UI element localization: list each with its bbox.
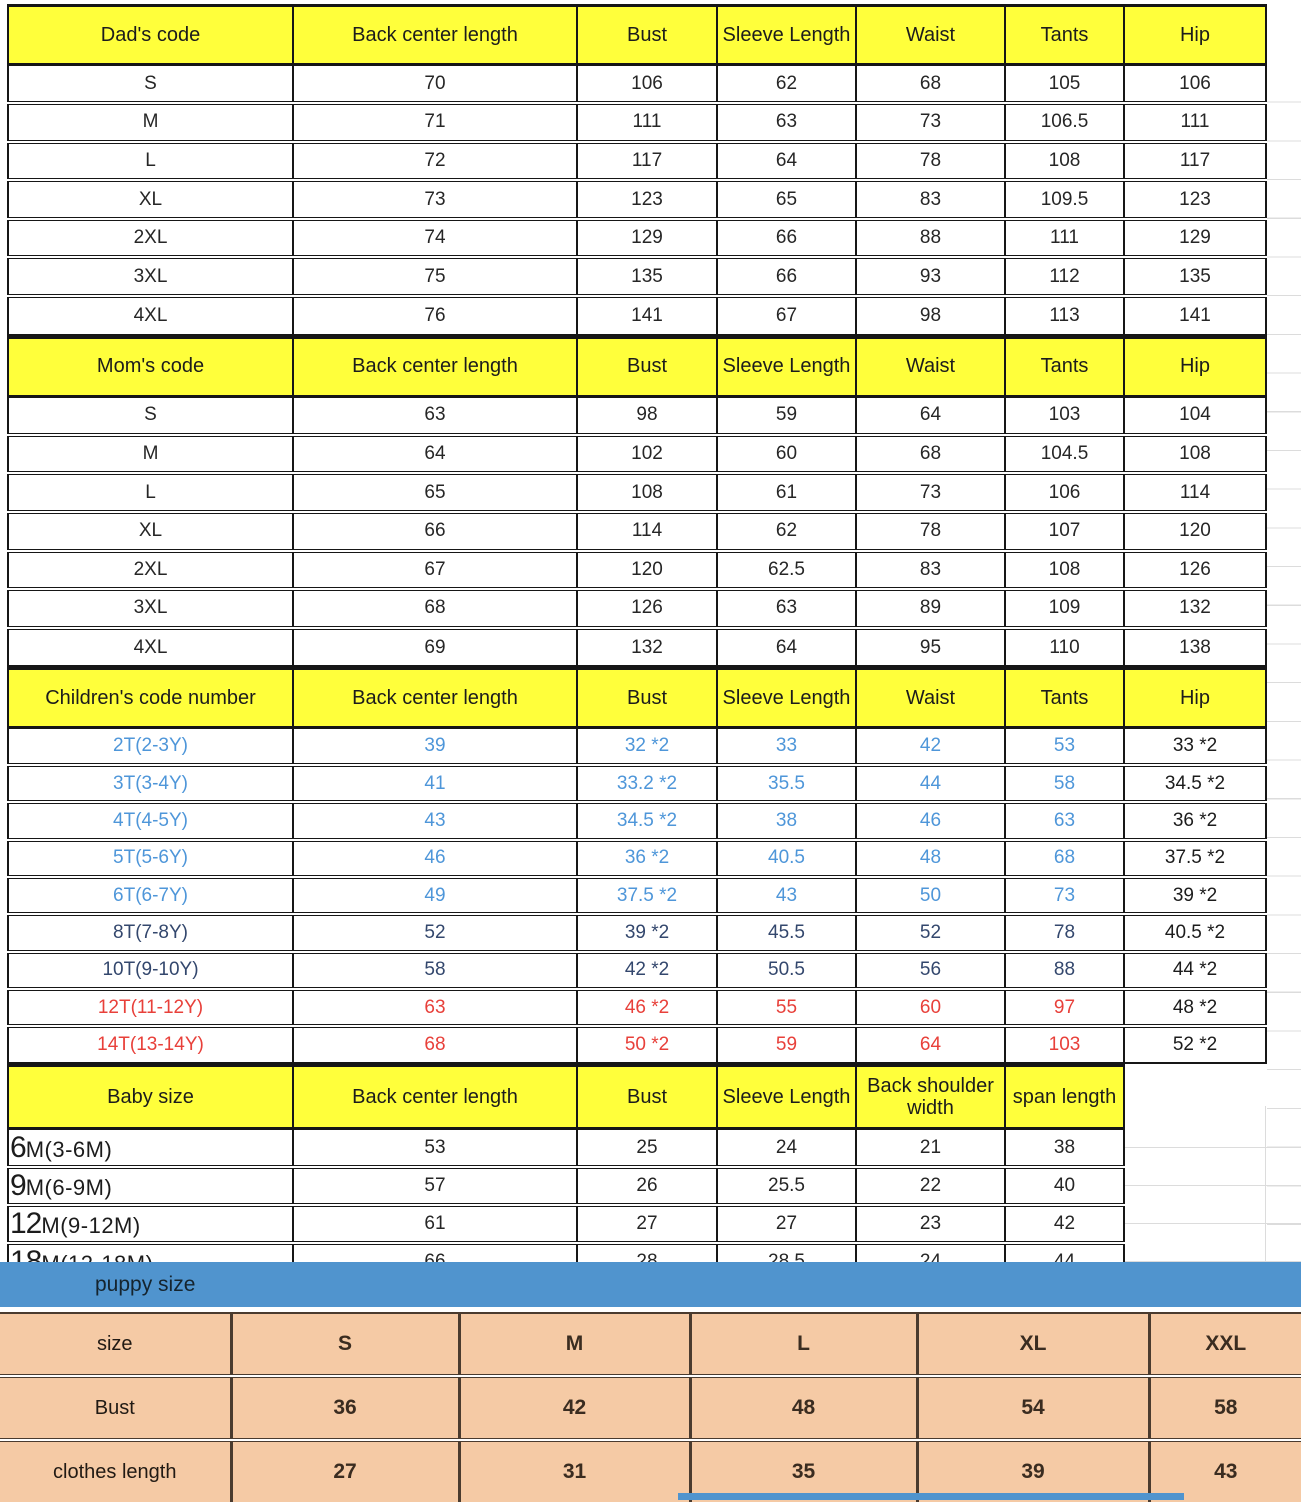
row-label: 9M(6-9M) xyxy=(8,1167,293,1205)
table-cell: 61 xyxy=(293,1205,577,1243)
table-cell: 34.5 *2 xyxy=(1124,765,1266,802)
table-cell: 53 xyxy=(293,1129,577,1167)
table-cell: 66 xyxy=(717,257,856,296)
table-cell: 39 xyxy=(917,1440,1149,1502)
table-row xyxy=(8,257,1266,296)
row-label: 5T(5-6Y) xyxy=(8,840,293,877)
table-cell: 31 xyxy=(459,1440,690,1502)
row-label: 6T(6-7Y) xyxy=(8,877,293,914)
table-cell: M xyxy=(459,1313,690,1376)
table-cell: 104 xyxy=(1124,396,1266,435)
spreadsheet-gridlines xyxy=(1125,1110,1301,1262)
table-cell: 111 xyxy=(1005,219,1124,258)
table-cell: 39 xyxy=(293,728,577,765)
table-row xyxy=(8,396,1266,435)
column-header: Sleeve Length xyxy=(717,1066,856,1129)
column-header: Waist xyxy=(856,669,1005,728)
column-header: Tants xyxy=(1005,669,1124,728)
table-cell: 75 xyxy=(293,257,577,296)
table-row xyxy=(8,473,1266,512)
table-row xyxy=(8,765,1266,802)
table-row xyxy=(0,1313,1301,1376)
table-cell: 108 xyxy=(1124,435,1266,474)
table-cell: 53 xyxy=(1005,728,1124,765)
table-cell: 89 xyxy=(856,589,1005,628)
table-cell: 63 xyxy=(293,989,577,1026)
row-label: 4XL xyxy=(8,296,293,335)
mom-size-table xyxy=(7,336,1267,668)
table-cell: 35 xyxy=(690,1440,917,1502)
table-cell: 61 xyxy=(717,473,856,512)
table-cell: 67 xyxy=(717,296,856,335)
table-cell: 64 xyxy=(717,142,856,181)
table-cell: 114 xyxy=(577,512,717,551)
table-row xyxy=(0,1376,1301,1440)
table-cell: 120 xyxy=(1124,512,1266,551)
baby-header-row xyxy=(8,1066,1124,1129)
table-cell: 88 xyxy=(856,219,1005,258)
table-cell: 41 xyxy=(293,765,577,802)
column-header: Hip xyxy=(1124,337,1266,396)
table-cell: 46 xyxy=(856,802,1005,839)
row-label: L xyxy=(8,142,293,181)
column-header: Back center length xyxy=(293,337,577,396)
table-cell: 129 xyxy=(1124,219,1266,258)
table-cell: 110 xyxy=(1005,628,1124,667)
children-header-row xyxy=(8,669,1266,728)
table-cell: 21 xyxy=(856,1129,1005,1167)
table-cell: 114 xyxy=(1124,473,1266,512)
table-row xyxy=(8,1026,1266,1063)
table-row xyxy=(8,728,1266,765)
row-label: 3T(3-4Y) xyxy=(8,765,293,802)
table-cell: 78 xyxy=(1005,914,1124,951)
table-cell: 98 xyxy=(856,296,1005,335)
row-label: M xyxy=(8,435,293,474)
table-cell: 103 xyxy=(1005,396,1124,435)
table-cell: 46 *2 xyxy=(577,989,717,1026)
row-label: 6M(3-6M) xyxy=(8,1129,293,1167)
table-cell: 108 xyxy=(1005,551,1124,590)
column-header: span length xyxy=(1005,1066,1124,1129)
spreadsheet-gridlines xyxy=(1267,64,1301,1262)
table-row xyxy=(8,802,1266,839)
table-row xyxy=(8,551,1266,590)
table-cell: 63 xyxy=(717,589,856,628)
spreadsheet-gridline xyxy=(1265,1106,1266,1262)
table-cell: 63 xyxy=(717,103,856,142)
column-header: Back shoulder width xyxy=(856,1066,1005,1129)
table-cell: 63 xyxy=(1005,802,1124,839)
row-label-big-digit: 9 xyxy=(10,1168,26,1202)
table-cell: 109.5 xyxy=(1005,180,1124,219)
table-cell: 98 xyxy=(577,396,717,435)
table-cell: 68 xyxy=(1005,840,1124,877)
size-chart xyxy=(7,4,1267,1282)
table-cell: 78 xyxy=(856,512,1005,551)
table-cell: 93 xyxy=(856,257,1005,296)
column-header: Bust xyxy=(577,6,717,65)
mom-section-title: Mom's code xyxy=(8,337,293,396)
table-cell: 103 xyxy=(1005,1026,1124,1063)
table-cell: 106 xyxy=(1124,65,1266,104)
table-cell: 24 xyxy=(717,1129,856,1167)
children-section-title: Children's code number xyxy=(8,669,293,728)
column-header: Bust xyxy=(577,669,717,728)
row-label: XL xyxy=(8,180,293,219)
table-cell: 60 xyxy=(856,989,1005,1026)
table-row xyxy=(8,512,1266,551)
table-cell: 26 xyxy=(577,1167,717,1205)
table-cell: 65 xyxy=(717,180,856,219)
column-header: Sleeve Length xyxy=(717,337,856,396)
table-cell: 42 xyxy=(1005,1205,1124,1243)
table-cell: 67 xyxy=(293,551,577,590)
table-cell: 39 *2 xyxy=(1124,877,1266,914)
table-cell: 37.5 *2 xyxy=(1124,840,1266,877)
column-header: Tants xyxy=(1005,6,1124,65)
table-cell: 126 xyxy=(577,589,717,628)
table-row xyxy=(8,103,1266,142)
table-cell: 57 xyxy=(293,1167,577,1205)
table-cell: 42 xyxy=(856,728,1005,765)
table-cell: 27 xyxy=(231,1440,459,1502)
table-row xyxy=(8,877,1266,914)
row-label: L xyxy=(8,473,293,512)
dad-size-table xyxy=(7,4,1267,336)
table-cell: 58 xyxy=(293,952,577,989)
table-cell: 64 xyxy=(717,628,856,667)
table-cell: 63 xyxy=(293,396,577,435)
table-cell: 62 xyxy=(717,512,856,551)
table-cell: 64 xyxy=(856,396,1005,435)
table-cell: 48 xyxy=(690,1376,917,1440)
baby-section-title: Baby size xyxy=(8,1066,293,1129)
dad-section-title: Dad's code xyxy=(8,6,293,65)
table-cell: 66 xyxy=(717,219,856,258)
table-cell: 72 xyxy=(293,142,577,181)
table-cell: 49 xyxy=(293,877,577,914)
row-label: 12T(11-12Y) xyxy=(8,989,293,1026)
column-header: Waist xyxy=(856,6,1005,65)
table-row xyxy=(8,142,1266,181)
row-label: 3XL xyxy=(8,257,293,296)
table-cell: L xyxy=(690,1313,917,1376)
row-label: 2XL xyxy=(8,219,293,258)
table-cell: 50 xyxy=(856,877,1005,914)
column-header: Sleeve Length xyxy=(717,6,856,65)
column-header: Back center length xyxy=(293,669,577,728)
table-cell: 88 xyxy=(1005,952,1124,989)
table-row xyxy=(8,1129,1124,1167)
table-row xyxy=(8,1167,1124,1205)
table-cell: 106.5 xyxy=(1005,103,1124,142)
row-label: 2XL xyxy=(8,551,293,590)
table-row xyxy=(8,914,1266,951)
table-row xyxy=(8,952,1266,989)
table-cell: 48 xyxy=(856,840,1005,877)
table-cell: 25.5 xyxy=(717,1167,856,1205)
table-cell: 76 xyxy=(293,296,577,335)
table-cell: 74 xyxy=(293,219,577,258)
table-cell: 39 *2 xyxy=(577,914,717,951)
table-cell: 66 xyxy=(293,512,577,551)
table-row xyxy=(8,180,1266,219)
table-cell: 40.5 *2 xyxy=(1124,914,1266,951)
column-header: Back center length xyxy=(293,1066,577,1129)
table-row xyxy=(8,296,1266,335)
table-cell: 38 xyxy=(717,802,856,839)
table-cell: 27 xyxy=(717,1205,856,1243)
row-label: 8T(7-8Y) xyxy=(8,914,293,951)
table-cell: 108 xyxy=(577,473,717,512)
table-cell: 58 xyxy=(1149,1376,1301,1440)
table-cell: 33 xyxy=(717,728,856,765)
table-cell: 55 xyxy=(717,989,856,1026)
puppy-size-table xyxy=(0,1312,1301,1502)
table-cell: 73 xyxy=(1005,877,1124,914)
row-label: 10T(9-10Y) xyxy=(8,952,293,989)
table-row xyxy=(8,628,1266,667)
table-cell: 52 xyxy=(293,914,577,951)
row-label: size xyxy=(0,1313,231,1376)
table-cell: 52 xyxy=(856,914,1005,951)
row-label: clothes length xyxy=(0,1440,231,1502)
column-header: Bust xyxy=(577,337,717,396)
table-cell: 117 xyxy=(1124,142,1266,181)
table-cell: 35.5 xyxy=(717,765,856,802)
table-cell: 97 xyxy=(1005,989,1124,1026)
table-cell: 42 *2 xyxy=(577,952,717,989)
table-cell: 48 *2 xyxy=(1124,989,1266,1026)
table-cell: 68 xyxy=(293,1026,577,1063)
table-cell: 54 xyxy=(917,1376,1149,1440)
table-cell: 102 xyxy=(577,435,717,474)
table-cell: 50.5 xyxy=(717,952,856,989)
table-cell: 135 xyxy=(1124,257,1266,296)
table-cell: 123 xyxy=(577,180,717,219)
table-cell: 40 xyxy=(1005,1167,1124,1205)
table-cell: 104.5 xyxy=(1005,435,1124,474)
table-cell: 42 xyxy=(459,1376,690,1440)
bottom-blue-strip xyxy=(678,1493,1184,1500)
table-cell: 59 xyxy=(717,1026,856,1063)
table-cell: 68 xyxy=(856,65,1005,104)
table-cell: 123 xyxy=(1124,180,1266,219)
table-cell: 46 xyxy=(293,840,577,877)
table-cell: 36 *2 xyxy=(1124,802,1266,839)
table-cell: 126 xyxy=(1124,551,1266,590)
table-cell: 38 xyxy=(1005,1129,1124,1167)
table-cell: 69 xyxy=(293,628,577,667)
row-label: XL xyxy=(8,512,293,551)
table-row xyxy=(8,219,1266,258)
table-cell: 108 xyxy=(1005,142,1124,181)
table-cell: 60 xyxy=(717,435,856,474)
column-header: Bust xyxy=(577,1066,717,1129)
table-cell: 40.5 xyxy=(717,840,856,877)
table-cell: 95 xyxy=(856,628,1005,667)
table-row xyxy=(8,840,1266,877)
table-cell: 52 *2 xyxy=(1124,1026,1266,1063)
table-cell: 138 xyxy=(1124,628,1266,667)
table-cell: 45.5 xyxy=(717,914,856,951)
table-cell: S xyxy=(231,1313,459,1376)
table-cell: 111 xyxy=(1124,103,1266,142)
table-cell: 141 xyxy=(577,296,717,335)
puppy-size-banner xyxy=(0,1262,1301,1307)
table-cell: 44 *2 xyxy=(1124,952,1266,989)
table-cell: 56 xyxy=(856,952,1005,989)
row-label: 2T(2-3Y) xyxy=(8,728,293,765)
dad-header-row xyxy=(8,6,1266,65)
table-cell: 71 xyxy=(293,103,577,142)
baby-size-table xyxy=(7,1064,1125,1282)
row-label: S xyxy=(8,396,293,435)
children-size-table xyxy=(7,667,1267,1064)
table-cell: 132 xyxy=(577,628,717,667)
table-cell: 58 xyxy=(1005,765,1124,802)
table-cell: 37.5 *2 xyxy=(577,877,717,914)
table-cell: 129 xyxy=(577,219,717,258)
column-header: Sleeve Length xyxy=(717,669,856,728)
table-cell: 36 *2 xyxy=(577,840,717,877)
table-cell: 43 xyxy=(1149,1440,1301,1502)
table-cell: 62.5 xyxy=(717,551,856,590)
column-header: Back center length xyxy=(293,6,577,65)
mom-header-row xyxy=(8,337,1266,396)
table-cell: 27 xyxy=(577,1205,717,1243)
table-cell: 83 xyxy=(856,551,1005,590)
table-cell: XL xyxy=(917,1313,1149,1376)
column-header: Hip xyxy=(1124,669,1266,728)
table-cell: 44 xyxy=(856,765,1005,802)
row-label: S xyxy=(8,65,293,104)
table-cell: 107 xyxy=(1005,512,1124,551)
table-cell: 43 xyxy=(293,802,577,839)
table-cell: 33.2 *2 xyxy=(577,765,717,802)
table-cell: 105 xyxy=(1005,65,1124,104)
table-cell: 132 xyxy=(1124,589,1266,628)
table-row xyxy=(8,1205,1124,1243)
table-cell: 135 xyxy=(577,257,717,296)
table-cell: 113 xyxy=(1005,296,1124,335)
table-cell: 78 xyxy=(856,142,1005,181)
row-label: 4XL xyxy=(8,628,293,667)
row-label-big-digit: 6 xyxy=(10,1130,26,1164)
table-cell: 109 xyxy=(1005,589,1124,628)
row-label: 12M(9-12M) xyxy=(8,1205,293,1243)
table-cell: 23 xyxy=(856,1205,1005,1243)
table-cell: 33 *2 xyxy=(1124,728,1266,765)
row-label: 14T(13-14Y) xyxy=(8,1026,293,1063)
table-cell: 50 *2 xyxy=(577,1026,717,1063)
table-cell: 36 xyxy=(231,1376,459,1440)
table-cell: 34.5 *2 xyxy=(577,802,717,839)
table-cell: 68 xyxy=(856,435,1005,474)
column-header: Hip xyxy=(1124,6,1266,65)
column-header: Waist xyxy=(856,337,1005,396)
table-cell: 141 xyxy=(1124,296,1266,335)
table-cell: 120 xyxy=(577,551,717,590)
table-cell: 22 xyxy=(856,1167,1005,1205)
table-row xyxy=(8,989,1266,1026)
table-cell: 117 xyxy=(577,142,717,181)
table-cell: 32 *2 xyxy=(577,728,717,765)
table-cell: 106 xyxy=(1005,473,1124,512)
table-row xyxy=(8,65,1266,104)
column-header: Tants xyxy=(1005,337,1124,396)
table-cell: 73 xyxy=(856,103,1005,142)
table-row xyxy=(8,589,1266,628)
table-cell: 106 xyxy=(577,65,717,104)
table-cell: 65 xyxy=(293,473,577,512)
table-cell: 73 xyxy=(856,473,1005,512)
table-cell: 59 xyxy=(717,396,856,435)
table-cell: 25 xyxy=(577,1129,717,1167)
table-cell: 112 xyxy=(1005,257,1124,296)
table-cell: 83 xyxy=(856,180,1005,219)
puppy-size-banner-label: puppy size xyxy=(95,1272,196,1296)
row-label: Bust xyxy=(0,1376,231,1440)
row-label: M xyxy=(8,103,293,142)
table-cell: 64 xyxy=(856,1026,1005,1063)
table-cell: 70 xyxy=(293,65,577,104)
table-cell: 62 xyxy=(717,65,856,104)
table-cell: 43 xyxy=(717,877,856,914)
row-label: 3XL xyxy=(8,589,293,628)
table-cell: 68 xyxy=(293,589,577,628)
table-cell: 64 xyxy=(293,435,577,474)
row-label: 4T(4-5Y) xyxy=(8,802,293,839)
table-cell: 111 xyxy=(577,103,717,142)
table-row xyxy=(8,435,1266,474)
row-label-big-digit: 12 xyxy=(10,1206,42,1240)
table-cell: XXL xyxy=(1149,1313,1301,1376)
table-cell: 73 xyxy=(293,180,577,219)
